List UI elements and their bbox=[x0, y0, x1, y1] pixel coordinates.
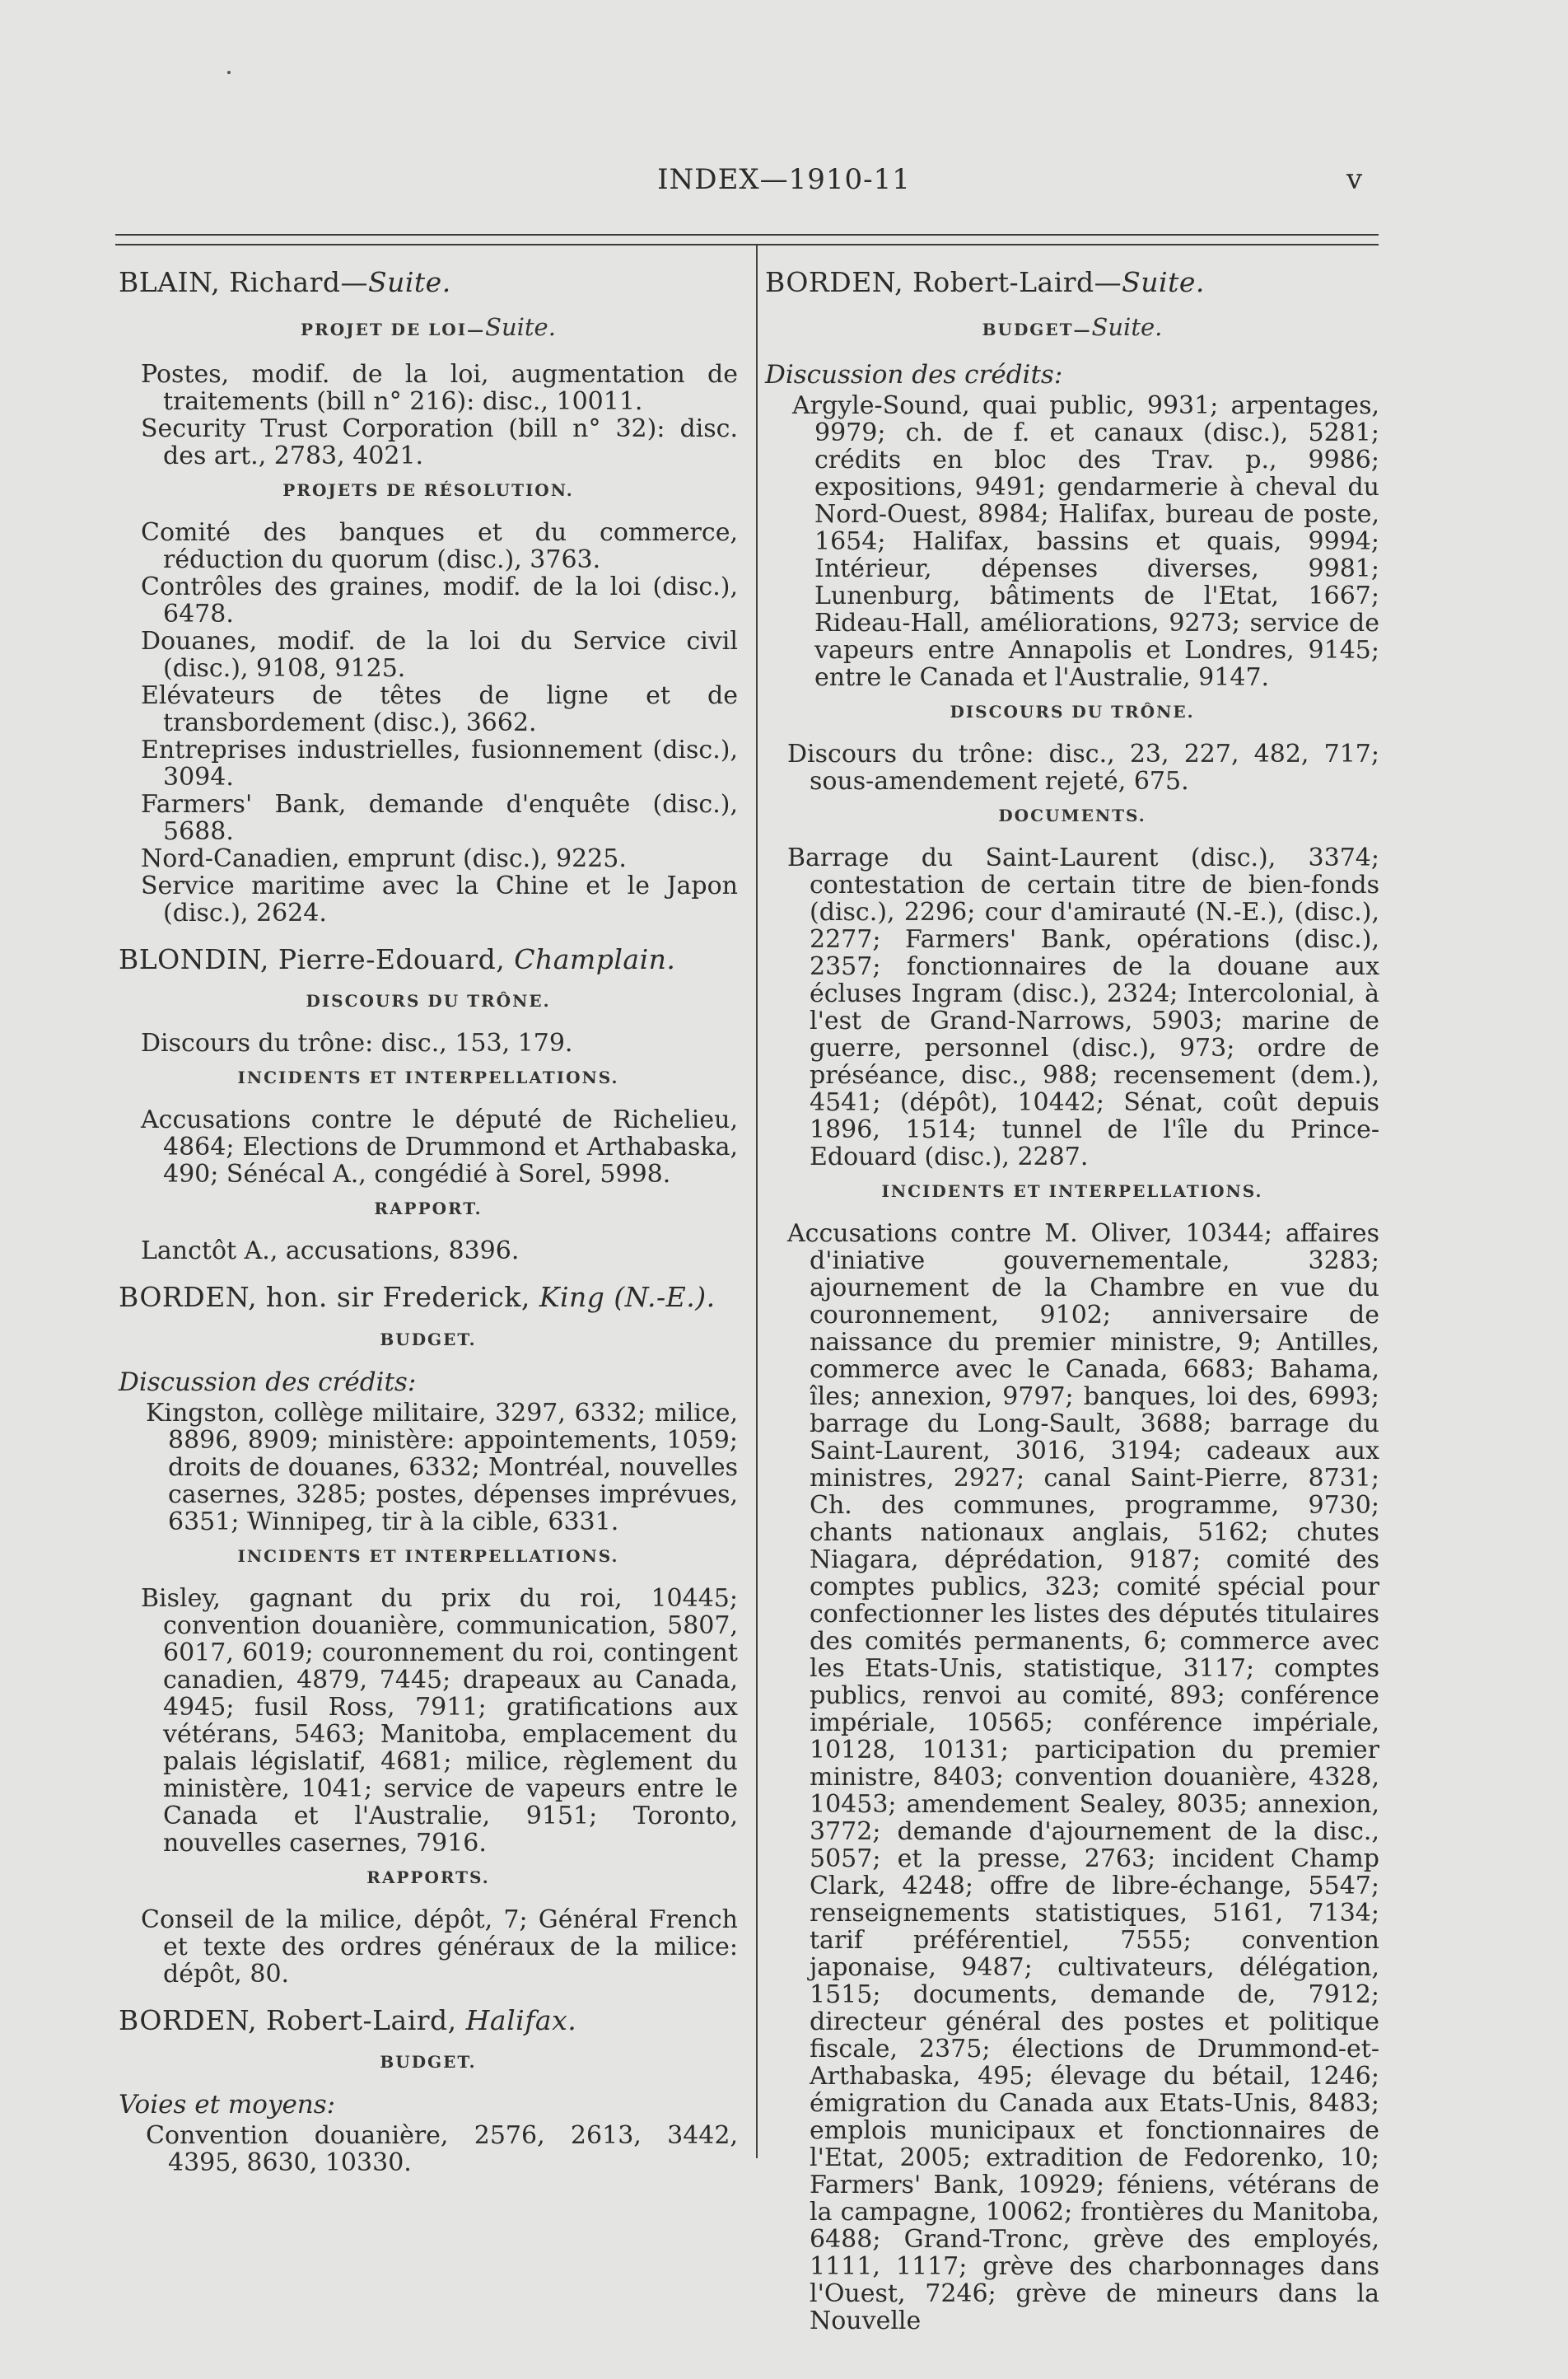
section-heading: INCIDENTS ET INTERPELLATIONS. bbox=[237, 1545, 619, 1566]
index-name-heading: BLONDIN, Pierre-Edouard, Champlain. bbox=[119, 943, 676, 976]
index-entry: Farmers' Bank, demande d'enquête (disc.), 5688. bbox=[141, 790, 738, 847]
index-entry: Barrage du Saint-Laurent (disc.), 3374; contestation de certain titre de bien-fonds (disc.), 2296; cour d'amirauté (N.-E.), (disc.), 2277; Farmers' Bank, opérations (disc.), 2357; fonctionnaires de la douane aux écluses Ingram (disc.), 2324; Intercolonial, à l'est de Grand-Narrows, 5903; marine de guerre, personnel (disc.), 973; ordre de préséance, disc., 988; recensement (dem.), 4541; (dépôt), 10442; Sénat, coût depuis 1896, 1514; tunnel de l'île du Prince-Edouard (disc.), 2287. bbox=[787, 844, 1379, 1172]
index-entry: Accusations contre M. Oliver, 10344; affaires d'iniative gouvernementale, 3283; ajournement de la Chambre en vue du couronnement, 9102; anniversaire de naissance du premier ministre, 9; Antilles, commerce avec le Canada, 6683; Bahama, îles; annexion, 9797; banques, loi des, 6993; barrage du Long-Sault, 3688; barrage du Saint-Laurent, 3016, 3194; cadeaux aux ministres, 2927; canal Saint-Pierre, 8731; Ch. des communes, programme, 9730; chants nationaux anglais, 5162; chutes Niagara, déprédation, 9187; comité des comptes publics, 323; comité spécial pour confectionner les listes des députés titulaires des comités permanents, 6; commerce avec les Etats-Unis, statistique, 3117; comptes publics, renvoi au comité, 893; conférence impériale, 10565; conférence impériale, 10128, 10131; participation du premier ministre, 8403; convention douanière, 4328, 10453; amendement Sealey, 8035; annexion, 3772; demande d'ajournement de la disc., 5057; et la presse, 2763; incident Champ Clark, 4248; offre de libre-échange, 5547; renseignements statistiques, 5161, 7134; tarif préférentiel, 7555; convention japonaise, 9487; cultivateurs, délégation, 1515; documents, demande de, 7912; directeur général des postes et politique fiscale, 2375; élections de Drummond-et-Arthabaska, 495; élevage du bétail, 1246; émigration du Canada aux Etats-Unis, 8483; emplois municipaux et fonctionnaires de l'Etat, 2005; extradition de Fedorenko, 10; Farmers' Bank, 10929; féniens, vétérans de la campagne, 10062; frontières du Manitoba, 6488; Grand-Tronc, grève des employés, 1111, 1117; grève des charbonnages dans l'Ouest, 7246; grève de mineurs dans la Nouvelle bbox=[787, 1219, 1379, 2336]
index-entry: Discours du trône: disc., 23, 227, 482, 717; sous-amendement rejeté, 675. bbox=[787, 740, 1379, 797]
index-entry: Elévateurs de têtes de ligne et de transbordement (disc.), 3662. bbox=[141, 681, 738, 738]
index-entry: Conseil de la milice, dépôt, 7; Général French et texte des ordres généraux de la milice: dépôt, 80. bbox=[141, 1905, 738, 1989]
section-heading: BUDGET. bbox=[380, 2052, 477, 2073]
index-entry: Douanes, modif. de la loi du Service civil (disc.), 9108, 9125. bbox=[141, 627, 738, 684]
page-title: INDEX—1910-11 bbox=[657, 163, 911, 196]
column-divider bbox=[756, 245, 758, 2158]
section-heading: BUDGET—Suite. bbox=[982, 313, 1163, 342]
subsection-heading: Voies et moyens: bbox=[119, 2090, 336, 2120]
index-name-heading: BLAIN, Richard—Suite. bbox=[119, 266, 451, 298]
section-heading: INCIDENTS ET INTERPELLATIONS. bbox=[237, 1068, 619, 1088]
index-entry: Argyle-Sound, quai public, 9931; arpentages, 9979; ch. de f. et canaux (disc.), 5281; crédits en bloc des Trav. p., 9986; expositions, 9491; gendarmerie à cheval du Nord-Ouest, 8984; Halifax, bureau de poste, 1654; Halifax, bassins et quais, 9994; Intérieur, dépenses diverses, 9981; Lunenburg, bâtiments de l'Etat, 1667; Rideau-Hall, améliorations, 9273; service de vapeurs entre Annapolis et Londres, 9145; entre le Canada et l'Australie, 9147. bbox=[792, 391, 1379, 693]
index-entry: Security Trust Corporation (bill n° 32): disc. des art., 2783, 4021. bbox=[141, 414, 738, 471]
index-entry: Convention douanière, 2576, 2613, 3442, 4395, 8630, 10330. bbox=[146, 2121, 738, 2178]
index-entry: Bisley, gagnant du prix du roi, 10445; convention douanière, communication, 5807, 6017, 6019; couronnement du roi, contingent canadien, 4879, 7445; drapeaux au Canada, 4945; fusil Ross, 7911; gratifications aux vétérans, 5463; Manitoba, emplacement du palais législatif, 4681; milice, règlement du ministère, 1041; service de vapeurs entre le Canada et l'Australie, 9151; Toronto, nouvelles casernes, 7916. bbox=[141, 1583, 738, 1858]
left-column bbox=[119, 268, 738, 2176]
section-heading: DISCOURS DU TRÔNE. bbox=[950, 702, 1195, 722]
header-rule-bottom bbox=[115, 244, 1379, 245]
index-entry: Nord-Canadien, emprunt (disc.), 9225. bbox=[141, 844, 627, 874]
header-rule-top bbox=[115, 234, 1379, 236]
index-entry: Kingston, collège militaire, 3297, 6332; milice, 8896, 8909; ministère: appointements, 1059; droits de douanes, 6332; Montréal, nouvelles casernes, 3285; postes, dépenses imprévues, 6351; Winnipeg, tir à la cible, 6331. bbox=[146, 1398, 738, 1536]
index-entry: Contrôles des graines, modif. de la loi (disc.), 6478. bbox=[141, 573, 738, 629]
index-name-heading: BORDEN, Robert-Laird—Suite. bbox=[765, 266, 1205, 298]
index-entry: Accusations contre le député de Richelieu, 4864; Elections de Drummond et Arthabaska, 490; Sénécal A., congédié à Sorel, 5998. bbox=[141, 1105, 738, 1190]
section-heading: RAPPORTS. bbox=[366, 1867, 490, 1887]
section-heading: BUDGET. bbox=[380, 1329, 477, 1349]
index-entry: Comité des banques et du commerce, réduction du quorum (disc.), 3763. bbox=[141, 518, 738, 575]
index-name-heading: BORDEN, Robert-Laird, Halifax. bbox=[119, 2003, 577, 2036]
section-heading: DOCUMENTS. bbox=[998, 806, 1146, 826]
index-name-heading: BORDEN, hon. sir Frederick, King (N.-E.). bbox=[119, 1281, 716, 1314]
page-number: v bbox=[1346, 163, 1363, 196]
section-heading: PROJETS DE RÉSOLUTION. bbox=[282, 480, 574, 501]
index-entry: Service maritime avec la Chine et le Japon (disc.), 2624. bbox=[141, 872, 738, 928]
section-heading: RAPPORT. bbox=[374, 1199, 483, 1219]
subsection-heading: Discussion des crédits: bbox=[765, 360, 1063, 390]
index-entry: Discours du trône: disc., 153, 179. bbox=[141, 1029, 573, 1059]
index-entry: Entreprises industrielles, fusionnement (disc.), 3094. bbox=[141, 736, 738, 792]
section-heading: DISCOURS DU TRÔNE. bbox=[306, 991, 551, 1012]
index-entry: Postes, modif. de la loi, augmentation de traitements (bill n° 216): disc., 10011. bbox=[141, 360, 738, 417]
index-entry: Lanctôt A., accusations, 8396. bbox=[141, 1236, 520, 1266]
speck bbox=[227, 71, 231, 74]
right-column bbox=[765, 268, 1379, 2335]
section-heading: PROJET DE LOI—Suite. bbox=[301, 313, 556, 342]
section-heading: INCIDENTS ET INTERPELLATIONS. bbox=[881, 1181, 1263, 1202]
page-header bbox=[0, 163, 1568, 213]
subsection-heading: Discussion des crédits: bbox=[119, 1367, 417, 1397]
